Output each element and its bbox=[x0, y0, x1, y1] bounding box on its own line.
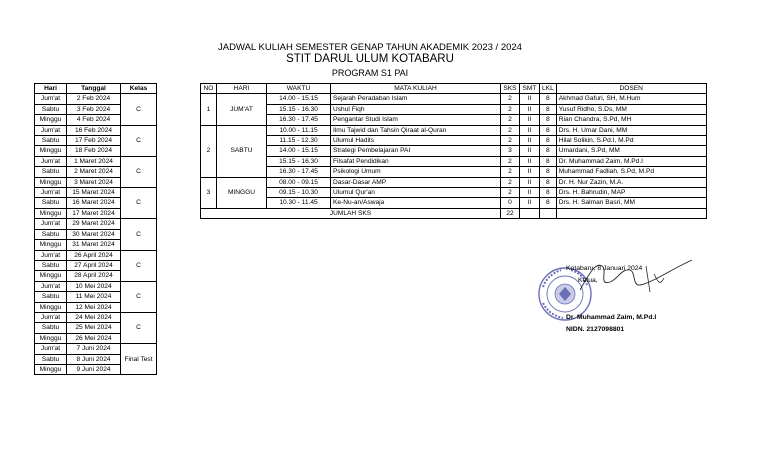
sks-cell: 2 bbox=[501, 115, 520, 125]
day-cell: Jum'at bbox=[35, 344, 67, 354]
schedule-row bbox=[201, 94, 707, 104]
date-cell: 25 Mei 2024 bbox=[67, 323, 121, 333]
time-cell: 16.30 - 17.45 bbox=[267, 115, 331, 125]
day-cell: Sabtu bbox=[35, 323, 67, 333]
day-name-cell: MINGGU bbox=[217, 177, 267, 208]
empty-cell bbox=[540, 208, 557, 218]
schedule-row bbox=[201, 104, 707, 114]
day-cell: Minggu bbox=[35, 302, 67, 312]
semester-cell: II bbox=[520, 136, 540, 146]
date-cell: 27 April 2024 bbox=[67, 260, 121, 270]
date-cell: 2 Feb 2024 bbox=[67, 94, 121, 104]
day-cell: Minggu bbox=[35, 177, 67, 187]
date-cell: 16 Maret 2024 bbox=[67, 198, 121, 208]
schedule-header-cell: NO bbox=[201, 84, 217, 94]
day-cell: Sabtu bbox=[35, 229, 67, 239]
schedule-title: JADWAL KULIAH SEMESTER GENAP TAHUN AKADEMIK 2023 / 2024 bbox=[218, 42, 522, 53]
date-cell: 12 Mei 2024 bbox=[67, 302, 121, 312]
day-cell: Jum'at bbox=[35, 94, 67, 104]
calendar-row bbox=[35, 312, 157, 322]
schedule-row bbox=[201, 136, 707, 146]
day-cell: Jum'at bbox=[35, 281, 67, 291]
sks-cell: 2 bbox=[501, 188, 520, 198]
date-cell: 2 Maret 2024 bbox=[67, 167, 121, 177]
class-cell: C bbox=[121, 125, 157, 156]
room-cell: 8 bbox=[540, 94, 557, 104]
lecturer-cell: Hilal Solikin, S.Pd.I, M.Pd bbox=[556, 136, 706, 146]
time-cell: 16.30 - 17.45 bbox=[267, 167, 331, 177]
date-cell: 24 Mei 2024 bbox=[67, 312, 121, 322]
day-name-cell: SABTU bbox=[217, 125, 267, 177]
room-cell: 8 bbox=[540, 115, 557, 125]
time-cell: 10.00 - 11.15 bbox=[267, 125, 331, 135]
time-cell: 08.00 - 09.15 bbox=[267, 177, 331, 187]
sks-cell: 2 bbox=[501, 104, 520, 114]
time-cell: 14.00 - 15.15 bbox=[267, 146, 331, 156]
time-cell: 10.30 - 11.45 bbox=[267, 198, 331, 208]
room-cell: 8 bbox=[540, 188, 557, 198]
class-cell: C bbox=[121, 219, 157, 250]
lecturer-cell: Dr. H. Nur Zazin, M.A. bbox=[556, 177, 706, 187]
course-cell: Ushul Fiqh bbox=[331, 104, 501, 114]
day-cell: Jum'at bbox=[35, 312, 67, 322]
date-cell: 15 Maret 2024 bbox=[67, 188, 121, 198]
room-cell: 8 bbox=[540, 156, 557, 166]
day-number-cell: 3 bbox=[201, 177, 217, 208]
calendar-row bbox=[35, 94, 157, 104]
room-cell: 8 bbox=[540, 125, 557, 135]
room-cell: 8 bbox=[540, 177, 557, 187]
day-cell: Sabtu bbox=[35, 104, 67, 114]
date-cell: 31 Maret 2024 bbox=[67, 240, 121, 250]
day-cell: Minggu bbox=[35, 208, 67, 218]
calendar-header-cell: Tanggal bbox=[67, 84, 121, 94]
date-cell: 9 Juni 2024 bbox=[67, 364, 121, 374]
day-cell: Jum'at bbox=[35, 250, 67, 260]
program-name: PROGRAM S1 PAI bbox=[331, 68, 409, 78]
class-cell: C bbox=[121, 156, 157, 187]
schedule-row bbox=[201, 167, 707, 177]
course-cell: Psikologi Umum bbox=[331, 167, 501, 177]
day-cell: Minggu bbox=[35, 333, 67, 343]
total-row bbox=[201, 208, 707, 218]
schedule-header-cell: DOSEN bbox=[556, 84, 706, 94]
date-cell: 30 Maret 2024 bbox=[67, 229, 121, 239]
date-cell: 29 Maret 2024 bbox=[67, 219, 121, 229]
time-cell: 15.15 - 16.30 bbox=[267, 156, 331, 166]
course-cell: Ulumul Qur'an bbox=[331, 188, 501, 198]
day-number-cell: 2 bbox=[201, 125, 217, 177]
date-cell: 28 April 2024 bbox=[67, 271, 121, 281]
semester-cell: II bbox=[520, 115, 540, 125]
day-cell: Minggu bbox=[35, 240, 67, 250]
day-cell: Sabtu bbox=[35, 354, 67, 364]
room-cell: 8 bbox=[540, 146, 557, 156]
calendar-row bbox=[35, 219, 157, 229]
lecturer-cell: Drs. H. Umar Dani, MM bbox=[556, 125, 706, 135]
schedule-header-cell: SKS bbox=[501, 84, 520, 94]
class-cell: C bbox=[121, 281, 157, 312]
institution-name: STIT DARUL ULUM KOTABARU bbox=[286, 53, 454, 65]
semester-cell: II bbox=[520, 146, 540, 156]
day-cell: Sabtu bbox=[35, 198, 67, 208]
schedule-row bbox=[201, 156, 707, 166]
schedule-table bbox=[200, 83, 707, 219]
lecturer-cell: Dr. Muhammad Zaim, M.Pd.I bbox=[556, 156, 706, 166]
total-label-cell: JUMLAH SKS bbox=[201, 208, 501, 218]
schedule-header-cell: SMT bbox=[520, 84, 540, 94]
day-cell: Jum'at bbox=[35, 219, 67, 229]
sks-cell: 2 bbox=[501, 156, 520, 166]
day-cell: Minggu bbox=[35, 271, 67, 281]
calendar-table bbox=[34, 83, 157, 375]
semester-cell: II bbox=[520, 125, 540, 135]
sks-cell: 2 bbox=[501, 177, 520, 187]
schedule-header-cell: WAKTU bbox=[267, 84, 331, 94]
course-cell: Sejarah Peradaban Islam bbox=[331, 94, 501, 104]
day-cell: Minggu bbox=[35, 364, 67, 374]
calendar-row bbox=[35, 125, 157, 135]
date-cell: 7 Juni 2024 bbox=[67, 344, 121, 354]
total-sks-cell: 22 bbox=[501, 208, 520, 218]
sks-cell: 2 bbox=[501, 136, 520, 146]
sks-cell: 2 bbox=[501, 94, 520, 104]
signature-role: Ketua, bbox=[578, 277, 598, 284]
schedule-row bbox=[201, 198, 707, 208]
room-cell: 8 bbox=[540, 167, 557, 177]
day-cell: Sabtu bbox=[35, 292, 67, 302]
class-cell: C bbox=[121, 188, 157, 219]
calendar-header-cell: Hari bbox=[35, 84, 67, 94]
course-cell: Ke-Nu-an/Aswaja bbox=[331, 198, 501, 208]
lecturer-cell: Muhammad Fadliah, S.Pd, M.Pd bbox=[556, 167, 706, 177]
class-cell: C bbox=[121, 250, 157, 281]
schedule-header-cell: HARI bbox=[217, 84, 267, 94]
time-cell: 09.15 - 10.30 bbox=[267, 188, 331, 198]
day-cell: Sabtu bbox=[35, 260, 67, 270]
date-cell: 3 Feb 2024 bbox=[67, 104, 121, 114]
day-cell: Minggu bbox=[35, 115, 67, 125]
calendar-row bbox=[35, 250, 157, 260]
class-cell: Final Test bbox=[121, 344, 157, 375]
sks-cell: 3 bbox=[501, 146, 520, 156]
time-cell: 14.00 - 15.15 bbox=[267, 94, 331, 104]
semester-cell: II bbox=[520, 104, 540, 114]
date-cell: 10 Mei 2024 bbox=[67, 281, 121, 291]
date-cell: 4 Feb 2024 bbox=[67, 115, 121, 125]
semester-cell: II bbox=[520, 177, 540, 187]
course-cell: Strategi Pembelajaran PAI bbox=[331, 146, 501, 156]
course-cell: Filsafat Pendidikan bbox=[331, 156, 501, 166]
calendar-row bbox=[35, 188, 157, 198]
schedule-row bbox=[201, 146, 707, 156]
class-cell: C bbox=[121, 312, 157, 343]
lecturer-cell: Drs. H. Bahrudin, MAP bbox=[556, 188, 706, 198]
day-cell: Sabtu bbox=[35, 167, 67, 177]
signatory-name: Dr. Muhammad Zaim, M.Pd.I bbox=[566, 314, 657, 321]
course-cell: Dasar-Dasar AMP bbox=[331, 177, 501, 187]
course-cell: Pengantar Studi Islam bbox=[331, 115, 501, 125]
lecturer-cell: Rian Chandra, S.Pd, MH bbox=[556, 115, 706, 125]
semester-cell: II bbox=[520, 167, 540, 177]
day-cell: Sabtu bbox=[35, 136, 67, 146]
schedule-header-row bbox=[201, 84, 707, 94]
lecturer-cell: Yusuf Ridho, S.Ds, MM bbox=[556, 104, 706, 114]
calendar-header-row bbox=[35, 84, 157, 94]
lecturer-cell: Drs. H. Salman Basri, MM bbox=[556, 198, 706, 208]
lecturer-cell: Akhmad Gafuri, SH, M.Hum bbox=[556, 94, 706, 104]
date-cell: 1 Maret 2024 bbox=[67, 156, 121, 166]
schedule-row bbox=[201, 115, 707, 125]
day-name-cell: JUM'AT bbox=[217, 94, 267, 125]
date-cell: 17 Maret 2024 bbox=[67, 208, 121, 218]
schedule-header-cell: LKL bbox=[540, 84, 557, 94]
signature-place-date: Kotabaru, 8 Januari 2024 bbox=[566, 265, 643, 272]
lecturer-cell: Umardani, S.Pd, MM bbox=[556, 146, 706, 156]
sks-cell: 2 bbox=[501, 167, 520, 177]
day-cell: Jum'at bbox=[35, 156, 67, 166]
date-cell: 8 Juni 2024 bbox=[67, 354, 121, 364]
calendar-row bbox=[35, 281, 157, 291]
schedule-row bbox=[201, 177, 707, 187]
date-cell: 17 Feb 2024 bbox=[67, 136, 121, 146]
calendar-row bbox=[35, 156, 157, 166]
room-cell: 8 bbox=[540, 198, 557, 208]
semester-cell: II bbox=[520, 94, 540, 104]
signatory-nidn: NIDN. 2127098801 bbox=[566, 326, 625, 333]
schedule-row bbox=[201, 188, 707, 198]
semester-cell: II bbox=[520, 198, 540, 208]
empty-cell bbox=[520, 208, 540, 218]
sks-cell: 0 bbox=[501, 198, 520, 208]
date-cell: 16 Feb 2024 bbox=[67, 125, 121, 135]
room-cell: 8 bbox=[540, 136, 557, 146]
day-cell: Minggu bbox=[35, 146, 67, 156]
course-cell: Ilmu Tajwid dan Tahsin Qiraat al-Quran bbox=[331, 125, 501, 135]
class-cell: C bbox=[121, 94, 157, 125]
time-cell: 11.15 - 12.30 bbox=[267, 136, 331, 146]
calendar-row bbox=[35, 344, 157, 354]
course-cell: Ulumul Hadits bbox=[331, 136, 501, 146]
date-cell: 18 Feb 2024 bbox=[67, 146, 121, 156]
date-cell: 26 Mei 2024 bbox=[67, 333, 121, 343]
date-cell: 3 Maret 2024 bbox=[67, 177, 121, 187]
date-cell: 11 Mei 2024 bbox=[67, 292, 121, 302]
schedule-header-cell: MATA KULIAH bbox=[331, 84, 501, 94]
calendar-header-cell: Kelas bbox=[121, 84, 157, 94]
semester-cell: II bbox=[520, 188, 540, 198]
room-cell: 8 bbox=[540, 104, 557, 114]
day-cell: Jum'at bbox=[35, 125, 67, 135]
day-number-cell: 1 bbox=[201, 94, 217, 125]
date-cell: 26 April 2024 bbox=[67, 250, 121, 260]
time-cell: 15.15 - 16.30 bbox=[267, 104, 331, 114]
schedule-row bbox=[201, 125, 707, 135]
sks-cell: 2 bbox=[501, 125, 520, 135]
day-cell: Jum'at bbox=[35, 188, 67, 198]
empty-cell bbox=[556, 208, 706, 218]
semester-cell: II bbox=[520, 156, 540, 166]
